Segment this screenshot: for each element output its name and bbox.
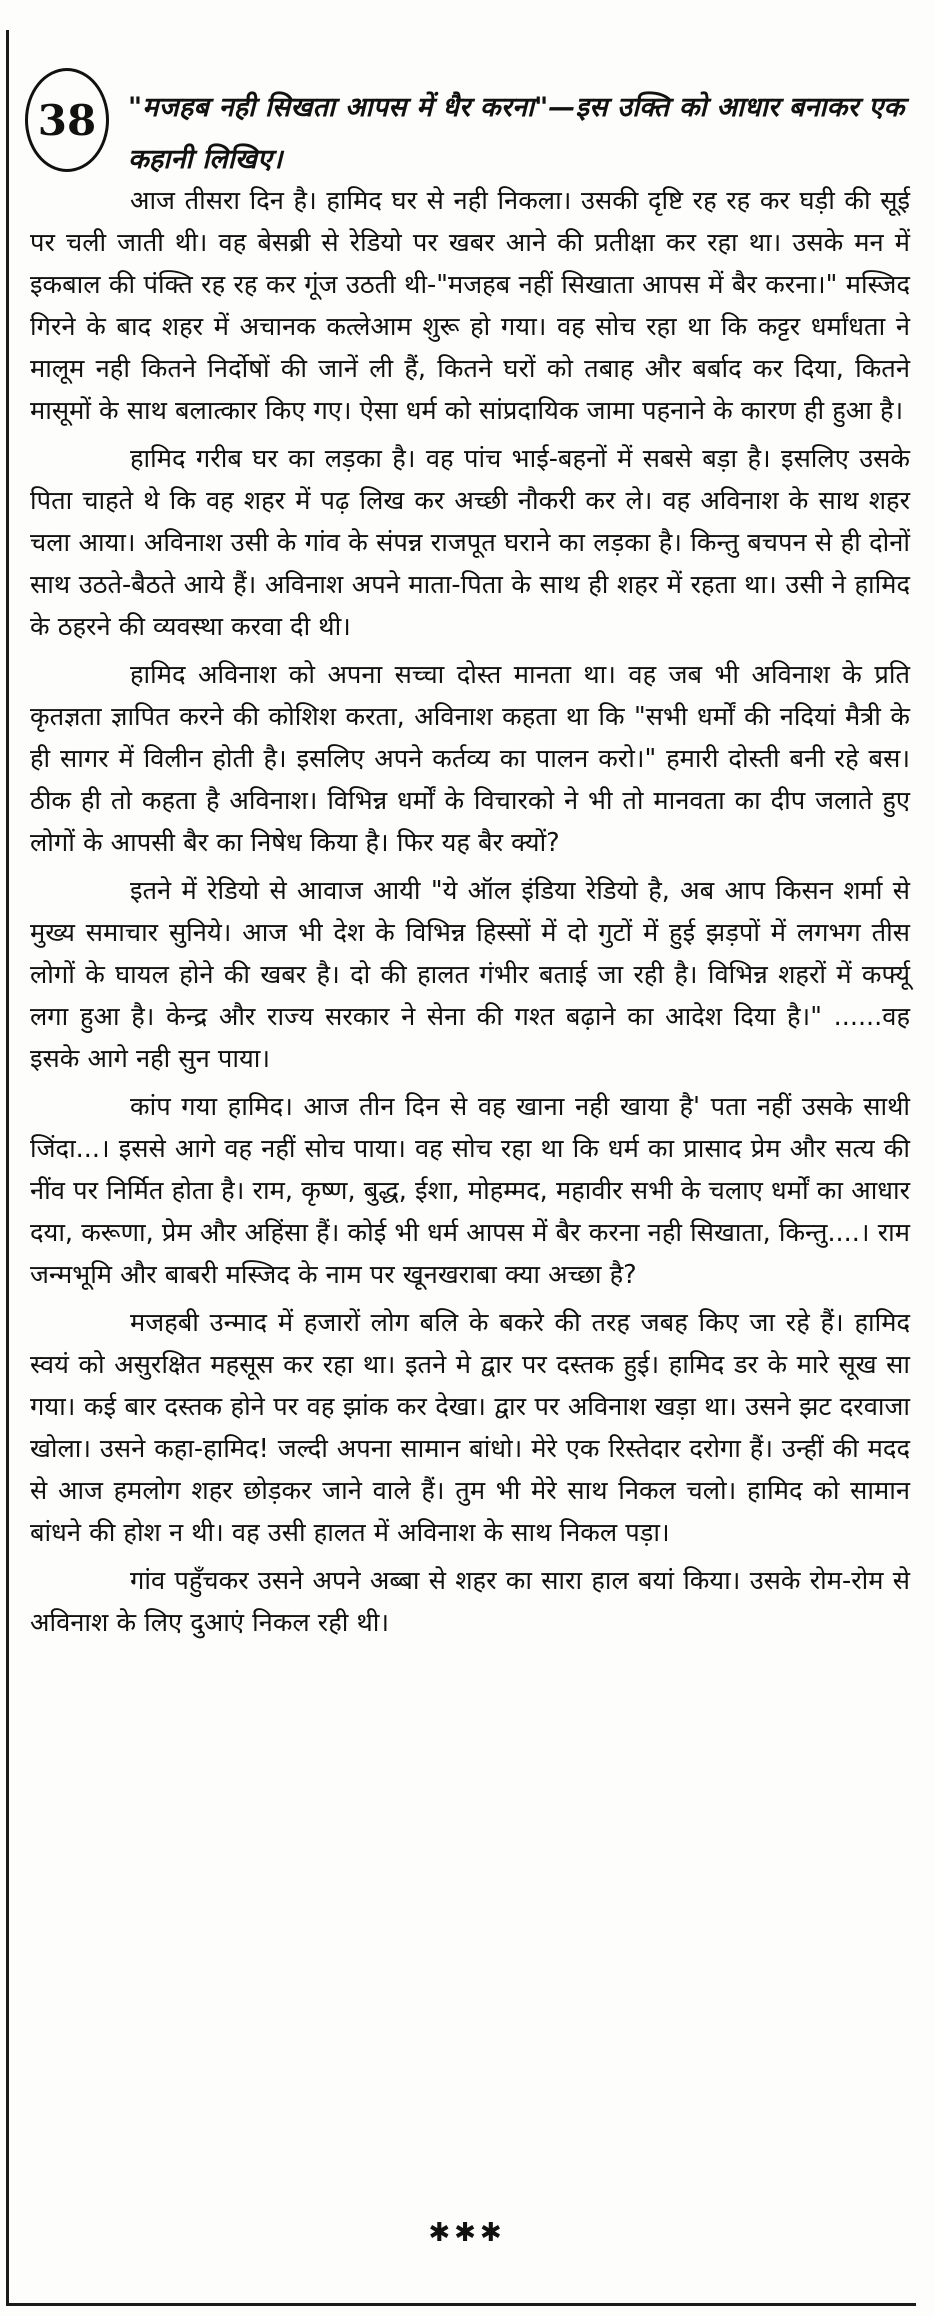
page-border-bottom bbox=[6, 2303, 916, 2306]
end-ornament: ✱✱✱ bbox=[428, 2218, 506, 2248]
story-paragraph-2: हामिद गरीब घर का लड़का है। वह पांच भाई-बहनों में सबसे बड़ा है। इसलिए उसके पिता चाहते थे कि वह शहर में पढ़ लिख कर अच्छी नौकरी कर ले। वह अविनाश के साथ शहर चला आया। अविनाश उसी के गांव के संपन्न राजपूत घराने का लड़का है। किन्तु बचपन से ही दोनों साथ उठते-बैठते आये हैं। अविनाश अपने माता-पिता के साथ ही शहर में रहता था। उसी ने हामिद के ठहरने की व्यवस्था करवा दी थी। bbox=[30, 444, 910, 642]
story-body bbox=[30, 180, 910, 1650]
page-border-left bbox=[6, 30, 9, 2306]
story-paragraph-1: आज तीसरा दिन है। हामिद घर से नही निकला। उसकी दृष्टि रह रह कर घड़ी की सूई पर चली जाती थी। वह बेसब्री से रेडियो पर खबर आने की प्रतीक्षा कर रहा था। उसके मन में इकबाल की पंक्ति रह रह कर गूंज उठती थी-"मजहब नहीं सिखाता आपस में बैर करना।" मस्जिद गिरने के बाद शहर में अचानक कत्लेआम शुरू हो गया। वह सोच रहा था कि कट्टर धर्मांधता ने मालूम नही कितने निर्दोषों की जानें ली हैं, कितने घरों को तबाह और बर्बाद कर दिया, कितने मासूमों के साथ बलात्कार किए गए। ऐसा धर्म को सांप्रदायिक जामा पहनाने के कारण ही हुआ है। bbox=[30, 186, 910, 426]
story-paragraph-7: गांव पहुँचकर उसने अपने अब्बा से शहर का सारा हाल बयां किया। उसके रोम-रोम से अविनाश के लिए दुआएं निकल रही थी। bbox=[30, 1566, 910, 1638]
story-paragraph-4: इतने में रेडियो से आवाज आयी "ये ऑल इंडिया रेडियो है, अब आप किसन शर्मा से मुख्य समाचार सुनिये। आज भी देश के विभिन्न हिस्सों में दो गुटों में हुई झड़पों में लगभग तीस लोगों के घायल होने की खबर है। दो की हालत गंभीर बताई जा रही है। विभिन्न शहरों में कर्फ्यू लगा हुआ है। केन्द्र और राज्य सरकार ने सेना की गश्त बढ़ाने का आदेश दिया है।" ......वह इसके आगे नही सुन पाया। bbox=[30, 876, 910, 1074]
question-prompt: "मजहब नही सिखता आपस में धैर करना"—इस उक्ति को आधार बनाकर एक कहानी लिखिए। bbox=[128, 92, 905, 175]
story-paragraph-3: हामिद अविनाश को अपना सच्चा दोस्त मानता था। वह जब भी अविनाश के प्रति कृतज्ञता ज्ञापित करने की कोशिश करता, अविनाश कहता था कि "सभी धर्मों की नदियां मैत्री के ही सागर में विलीन होती है। इसलिए अपने कर्तव्य का पालन करो।" हमारी दोस्ती बनी रहे बस। ठीक ही तो कहता है अविनाश। विभिन्न धर्मों के विचारको ने भी तो मानवता का दीप जलाते हुए लोगों के आपसी बैर का निषेध किया है। फिर यह बैर क्यों? bbox=[30, 660, 910, 858]
question-number-badge: 38 bbox=[25, 68, 109, 172]
story-paragraph-5: कांप गया हामिद। आज तीन दिन से वह खाना नही खाया है' पता नहीं उसके साथी जिंदा...। इससे आगे वह नहीं सोच पाया। वह सोच रहा था कि धर्म का प्रासाद प्रेम और सत्य की नींव पर निर्मित होता है। राम, कृष्ण, बुद्ध, ईशा, मोहम्मद, महावीर सभी के चलाए धर्मों का आधार दया, करूणा, प्रेम और अहिंसा हैं। कोई भी धर्म आपस में बैर करना नही सिखाता, किन्तु....। राम जन्मभूमि और बाबरी मस्जिद के नाम पर खूनखराबा क्या अच्छा है? bbox=[30, 1092, 910, 1290]
story-paragraph-6: मजहबी उन्माद में हजारों लोग बलि के बकरे की तरह जबह किए जा रहे हैं। हामिद स्वयं को असुरक्षित महसूस कर रहा था। इतने मे द्वार पर दस्तक हुई। हामिद डर के मारे सूख सा गया। कई बार दस्तक होने पर वह झांक कर देखा। द्वार पर अविनाश खड़ा था। उसने झट दरवाजा खोला। उसने कहा-हामिद! जल्दी अपना सामान बांधो। मेरे एक रिस्तेदार दरोगा हैं। उन्हीं की मदद से आज हमलोग शहर छोड़कर जाने वाले हैं। तुम भी मेरे साथ निकल चलो। हामिद को सामान बांधने की होश न थी। वह उसी हालत में अविनाश के साथ निकल पड़ा। bbox=[30, 1308, 910, 1548]
